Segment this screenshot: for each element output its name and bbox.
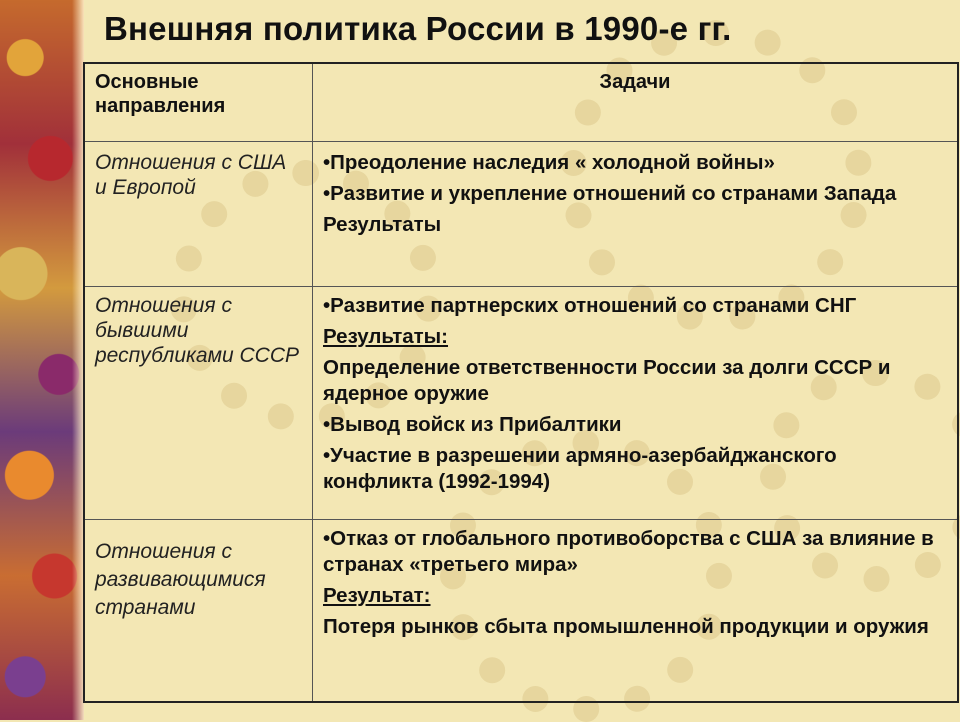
table-header-row [85, 64, 957, 142]
header-cell-tasks [313, 64, 957, 141]
task-item: •Отказ от глобального противоборства с США за влияние в странах «третьего мира» [323, 527, 934, 576]
result-item: Потеря рынков сбыта промышленной продукции и оружия [323, 615, 929, 638]
tasks-cell [313, 287, 957, 519]
task-item: •Развитие и укрепление отношений со странами Запада [323, 182, 897, 205]
header-cell-directions [85, 64, 313, 141]
header-tasks-label: Задачи [599, 71, 671, 93]
direction-cell [85, 287, 313, 519]
table-row [85, 520, 957, 701]
header-directions-label: Основные направления [95, 71, 226, 117]
result-item: •Участие в разрешении армяно-азербайджанского конфликта (1992-1994) [323, 444, 837, 493]
policy-table [83, 62, 959, 703]
task-item: •Преодоление наследия « холодной войны» [323, 151, 775, 174]
tasks-cell [313, 142, 957, 286]
direction-cell [85, 520, 313, 701]
table-row [85, 142, 957, 287]
result-item: •Вывод войск из Прибалтики [323, 413, 622, 436]
results-label: Результаты [323, 213, 442, 236]
direction-label: Отношения с США и Европой [95, 151, 287, 199]
result-item: Определение ответственности России за долги СССР и ядерное оружие [323, 356, 891, 405]
direction-cell [85, 142, 313, 286]
task-item: •Развитие партнерских отношений со странами СНГ [323, 294, 857, 317]
results-label: Результат: [323, 584, 431, 607]
results-label: Результаты: [323, 325, 449, 348]
direction-label: Отношения с бывшими республиками СССР [95, 294, 300, 367]
page-title: Внешняя политика России в 1990-е гг. [104, 10, 732, 47]
direction-label: Отношения с развивающимися странами [95, 540, 266, 619]
table-row [85, 287, 957, 520]
tasks-cell [313, 520, 957, 701]
